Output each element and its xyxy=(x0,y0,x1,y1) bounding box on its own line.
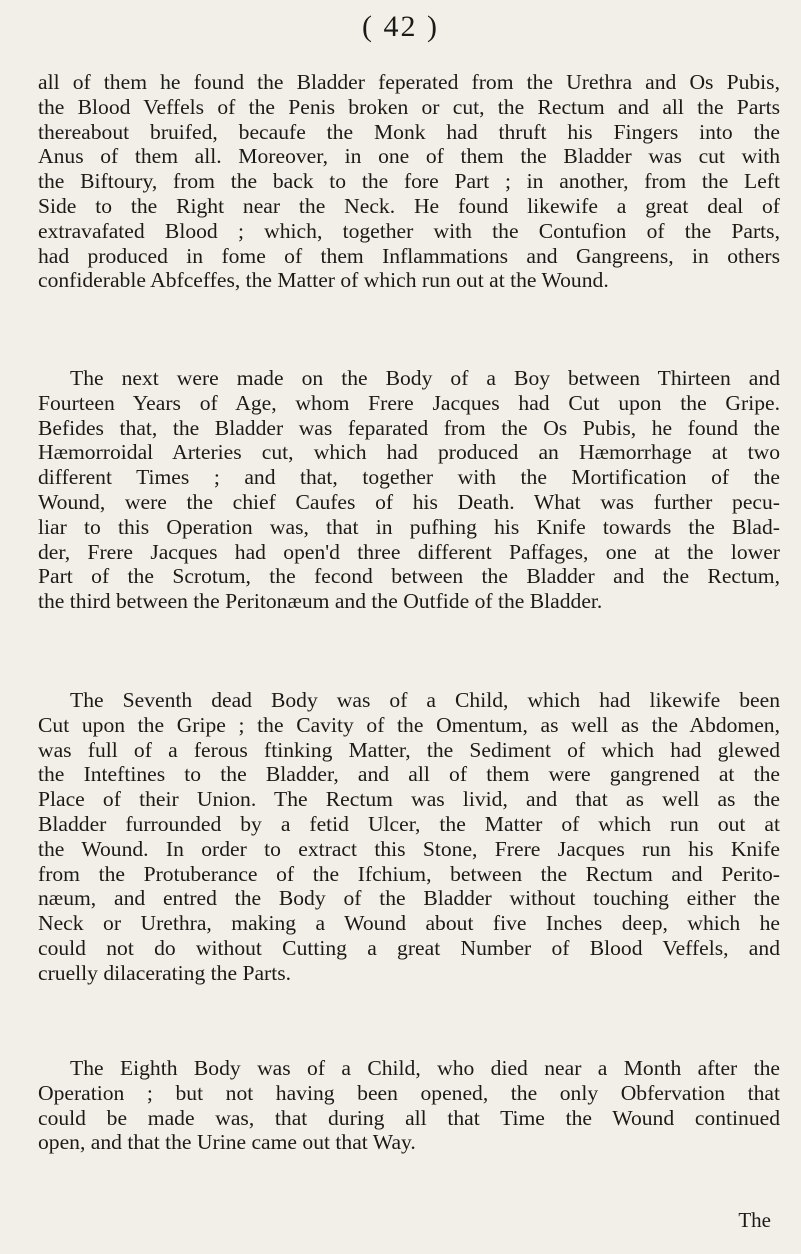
paragraph-1 xyxy=(38,70,780,293)
paragraph-3 xyxy=(38,688,780,986)
text-line: Cut upon the Gripe ; the Cavity of the Omentum, as well as the Abdomen, xyxy=(38,712,780,737)
text-line: Befides that, the Bladder was feparated from the Os Pubis, he found the xyxy=(38,415,780,440)
text-line: the Biftoury, from the back to the fore Part ; in another, from the Left xyxy=(38,169,780,194)
text-line: the Blood Veffels of the Penis broken or cut, the Rectum and all the Parts xyxy=(38,94,780,119)
text-line: the Inteftines to the Bladder, and all of them were gangrened at the xyxy=(38,762,780,787)
text-line: The Seventh dead Body was of a Child, which had likewife been xyxy=(70,688,780,712)
page-number: ( 42 ) xyxy=(362,10,439,43)
text-line: could be made was, that during all that Time the Wound continued xyxy=(38,1105,780,1130)
text-line: The Eighth Body was of a Child, who died near a Month after the xyxy=(70,1056,780,1080)
text-line: Part of the Scrotum, the fecond between the Bladder and the Rectum, xyxy=(38,564,780,589)
text-line: the Wound. In order to extract this Stone, Frere Jacques run his Knife xyxy=(38,836,780,861)
text-line: The next were made on the Body of a Boy between Thirteen and xyxy=(70,366,780,390)
text-line: der, Frere Jacques had open'd three different Paffages, one at the lower xyxy=(38,539,780,564)
text-line: was full of a ferous ftinking Matter, the Sediment of which had glewed xyxy=(38,737,780,762)
text-line: from the Protuberance of the Ifchium, between the Rectum and Perito- xyxy=(38,861,780,886)
catchword: The xyxy=(738,1208,771,1232)
text-line: Bladder furrounded by a fetid Ulcer, the Matter of which run out at xyxy=(38,811,780,836)
text-line: Anus of them all. Moreover, in one of them the Bladder was cut with xyxy=(38,144,780,169)
text-line: could not do without Cutting a great Number of Blood Veffels, and xyxy=(38,935,780,960)
paragraph-4 xyxy=(38,1056,780,1155)
text-line: næum, and entred the Body of the Bladder without touching either the xyxy=(38,886,780,911)
text-line: Wound, were the chief Caufes of his Death. What was further pecu- xyxy=(38,489,780,514)
text-line: the third between the Peritonæum and the Outfide of the Bladder. xyxy=(38,589,603,614)
text-line: Fourteen Years of Age, whom Frere Jacques had Cut upon the Gripe. xyxy=(38,390,780,415)
text-line: thereabout bruifed, becaufe the Monk had thruft his Fingers into the xyxy=(38,119,780,144)
text-line: Neck or Urethra, making a Wound about five Inches deep, which he xyxy=(38,911,780,936)
text-line: Side to the Right near the Neck. He found likewife a great deal of xyxy=(38,193,780,218)
text-line: liar to this Operation was, that in pufhing his Knife towards the Blad- xyxy=(38,514,780,539)
text-line: open, and that the Urine came out that Way. xyxy=(38,1130,416,1155)
text-line: Place of their Union. The Rectum was livid, and that as well as the xyxy=(38,787,780,812)
text-line: cruelly dilacerating the Parts. xyxy=(38,960,292,985)
text-line: Hæmorroidal Arteries cut, which had produced an Hæmorrhage at two xyxy=(38,440,780,465)
text-line: different Times ; and that, together with the Mortification of the xyxy=(38,465,780,490)
text-line: extravafated Blood ; which, together with the Contufion of the Parts, xyxy=(38,218,780,243)
text-line: had produced in fome of them Inflammations and Gangreens, in others xyxy=(38,243,780,268)
text-line: confiderable Abfceffes, the Matter of which run out at the Wound. xyxy=(38,268,609,293)
paragraph-2 xyxy=(38,366,780,614)
text-line: all of them he found the Bladder feperated from the Urethra and Os Pubis, xyxy=(38,70,780,94)
text-line: Operation ; but not having been opened, the only Obfervation that xyxy=(38,1080,780,1105)
